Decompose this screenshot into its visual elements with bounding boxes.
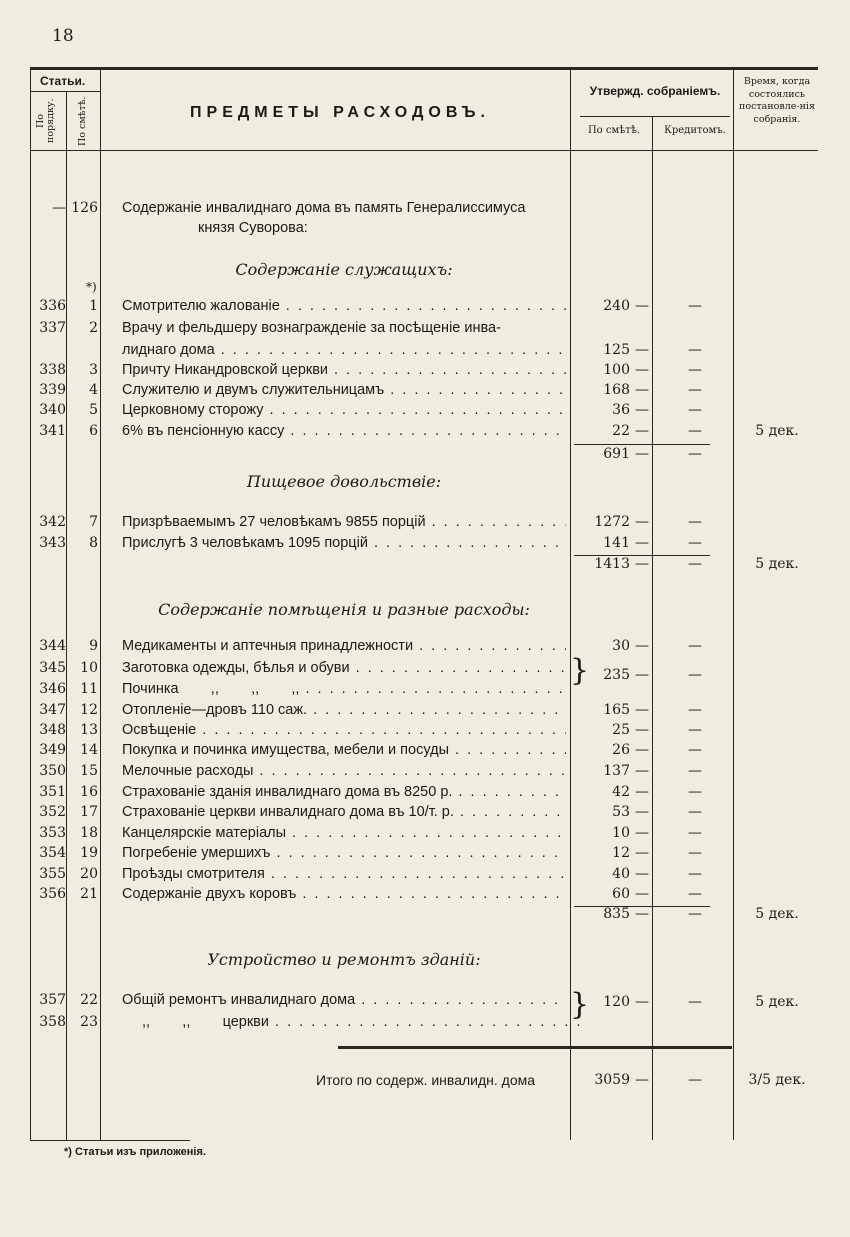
- row-num: 345: [39, 660, 66, 676]
- table-row: [0, 702, 850, 723]
- utv-rule: [580, 116, 730, 117]
- row-desc: Прислугѣ 3 человѣкамъ 1095 порцій . . .: [122, 535, 566, 551]
- row-amount: 100: [603, 362, 630, 378]
- row-desc: Страхованіе зданія инвалиднаго дома въ 8250 р. . . .: [122, 784, 566, 800]
- row-smeta-num: 17: [80, 804, 98, 820]
- table-row: [0, 845, 850, 866]
- row-credit: —: [688, 825, 702, 841]
- table-row: [0, 342, 850, 363]
- subtotal-row: [0, 556, 850, 577]
- table-row: [0, 514, 850, 535]
- row-credit: —: [688, 362, 702, 378]
- row-kopecks: —: [635, 298, 649, 314]
- top-rule: [30, 67, 818, 70]
- table-row: [0, 681, 850, 702]
- page-title: ПРЕДМЕТЫ РАСХОДОВЪ.: [190, 104, 490, 121]
- col-divider-3: [570, 70, 571, 1140]
- table-row: [0, 825, 850, 846]
- subtotal-credit: —: [688, 556, 702, 572]
- row-desc: Призрѣваемымъ 27 человѣкамъ 9855 порцій . . .: [122, 514, 566, 530]
- table-row: [0, 382, 850, 403]
- row-num: 342: [39, 514, 66, 530]
- table-row: [0, 866, 850, 887]
- row-kopecks: —: [635, 742, 649, 758]
- table-row: [0, 402, 850, 423]
- row-kopecks: —: [635, 402, 649, 418]
- row-smeta-num: 2: [89, 320, 98, 336]
- row-kopecks: —: [635, 638, 649, 654]
- table-row: [0, 660, 850, 681]
- header-utverzhd: Утвержд. собраніемъ.: [589, 84, 721, 98]
- row-num: 341: [39, 423, 66, 439]
- table-row: [0, 804, 850, 825]
- row-smeta-num: 16: [80, 784, 98, 800]
- table-row: [0, 320, 850, 341]
- row-credit: —: [688, 423, 702, 439]
- left-border: [30, 70, 31, 1140]
- row-smeta-num: 4: [89, 382, 98, 398]
- table-row: [0, 784, 850, 805]
- row-credit: —: [688, 845, 702, 861]
- row-smeta-num: 7: [89, 514, 98, 530]
- row-smeta-num: 14: [80, 742, 98, 758]
- row-num: 357: [39, 992, 66, 1008]
- row-num: 343: [39, 535, 66, 551]
- row-credit: —: [688, 667, 702, 683]
- row-kopecks: —: [635, 784, 649, 800]
- row-smeta-num: 9: [89, 638, 98, 654]
- row-amount: 42: [612, 784, 630, 800]
- row-kopecks: —: [635, 514, 649, 530]
- total-amount: 3059: [594, 1072, 630, 1088]
- table-row: [0, 638, 850, 659]
- total-row: [0, 1072, 850, 1093]
- row-credit: —: [688, 298, 702, 314]
- row-kopecks: —: [635, 342, 649, 358]
- row-amount: 60: [612, 886, 630, 902]
- brace: }: [570, 987, 590, 1022]
- row-desc: Страхованіе церкви инвалиднаго дома въ 10/т. р. . . .: [122, 804, 566, 820]
- row-kopecks: —: [635, 845, 649, 861]
- table-row: [0, 423, 850, 444]
- row-desc: Содержаніе двухъ коровъ . . .: [122, 886, 566, 902]
- row-kopecks: —: [635, 702, 649, 718]
- row-smeta-num: 3: [89, 362, 98, 378]
- row-desc: Погребеніе умершихъ . . .: [122, 845, 566, 861]
- header-po-smete: По смѣтѣ.: [77, 96, 88, 146]
- row-amount: 235: [603, 667, 630, 683]
- footnote-rule: [30, 1140, 190, 1141]
- row-kopecks: —: [635, 763, 649, 779]
- row-smeta-num: 5: [89, 402, 98, 418]
- subtotal-kopecks: —: [635, 906, 649, 922]
- row-num: 355: [39, 866, 66, 882]
- row-kopecks: —: [635, 825, 649, 841]
- row-time: 5 дек.: [755, 423, 799, 439]
- row-num: 340: [39, 402, 66, 418]
- row-num: 348: [39, 722, 66, 738]
- row-amount: 10: [612, 825, 630, 841]
- row-amount: 120: [603, 994, 630, 1010]
- intro-line2: князя Суворова:: [198, 220, 308, 236]
- asterisk-mark: *): [86, 280, 97, 294]
- subtotal-amount: 835: [603, 906, 630, 922]
- row-desc: Причту Никандровской церкви . . .: [122, 362, 566, 378]
- subtotal-time: 5 дек.: [755, 906, 799, 922]
- subtotal-row: [0, 906, 850, 927]
- row-smeta-num: 1: [89, 298, 98, 314]
- row-desc: Заготовка одежды, бѣлья и обуви . . .: [122, 660, 566, 676]
- row-amount: 168: [603, 382, 630, 398]
- subtotal-amount: 691: [603, 446, 630, 462]
- row-credit: —: [688, 382, 702, 398]
- header-po-poryadku: По порядку.: [35, 98, 56, 144]
- section-premises: Содержаніе помѣщенія и разные расходы:: [158, 600, 530, 619]
- row-num: 353: [39, 825, 66, 841]
- table-row: [0, 722, 850, 743]
- row-amount: 141: [603, 535, 630, 551]
- row-desc: Отопленіе—дровъ 110 саж. . . .: [122, 702, 566, 718]
- stati-rule: [30, 91, 100, 92]
- row-num: 349: [39, 742, 66, 758]
- total-time: 3/5 дек.: [748, 1072, 806, 1088]
- row-kopecks: —: [635, 362, 649, 378]
- row-smeta-num: 20: [80, 866, 98, 882]
- header-rule: [30, 150, 818, 151]
- row-smeta-num: 19: [80, 845, 98, 861]
- row-kopecks: —: [635, 382, 649, 398]
- row-credit: —: [688, 702, 702, 718]
- total-label: Итого по содерж. инвалидн. дома: [316, 1072, 536, 1088]
- subtotal-rule: [574, 444, 710, 445]
- row-smeta-num: 18: [80, 825, 98, 841]
- table-row: [0, 1014, 850, 1035]
- row-num: 337: [39, 320, 66, 336]
- row-desc: Мелочные расходы . . .: [122, 763, 566, 779]
- intro-num1: —: [52, 200, 66, 216]
- row-credit: —: [688, 763, 702, 779]
- row-amount: 12: [612, 845, 630, 861]
- total-rule: [338, 1046, 732, 1049]
- row-smeta-num: 13: [80, 722, 98, 738]
- intro-row: [0, 200, 850, 221]
- row-amount: 1272: [594, 514, 630, 530]
- intro-line1: Содержаніе инвалиднаго дома въ память Генералиссимуса: [122, 200, 526, 216]
- row-credit: —: [688, 742, 702, 758]
- row-num: 358: [39, 1014, 66, 1030]
- row-num: 339: [39, 382, 66, 398]
- row-amount: 36: [612, 402, 630, 418]
- row-amount: 22: [612, 423, 630, 439]
- row-num: 350: [39, 763, 66, 779]
- col-divider-1: [66, 92, 67, 1140]
- section-repair: Устройство и ремонтъ зданій:: [207, 950, 481, 969]
- footnote: *) Статьи изъ приложенія.: [64, 1146, 206, 1158]
- row-time: 5 дек.: [755, 994, 799, 1010]
- subtotal-kopecks: —: [635, 556, 649, 572]
- row-desc: Починка ,, ,, ,, . . .: [122, 681, 566, 697]
- row-credit: —: [688, 804, 702, 820]
- row-num: 351: [39, 784, 66, 800]
- section-food: Пищевое довольствіе:: [246, 472, 442, 491]
- row-smeta-num: 11: [80, 681, 98, 697]
- col-divider-4: [652, 116, 653, 1140]
- brace: }: [570, 653, 590, 688]
- row-smeta-num: 23: [80, 1014, 98, 1030]
- row-desc: лиднаго дома . . .: [122, 342, 566, 358]
- row-amount: 25: [612, 722, 630, 738]
- row-kopecks: —: [635, 804, 649, 820]
- row-kopecks: —: [635, 866, 649, 882]
- row-amount: 240: [603, 298, 630, 314]
- row-desc: Врачу и фельдшеру вознагражденіе за посѣщеніе инва-: [122, 320, 501, 336]
- row-amount: 53: [612, 804, 630, 820]
- row-smeta-num: 15: [80, 763, 98, 779]
- table-row: [0, 535, 850, 556]
- row-smeta-num: 8: [89, 535, 98, 551]
- row-credit: —: [688, 638, 702, 654]
- table-row: [0, 298, 850, 319]
- row-kopecks: —: [635, 722, 649, 738]
- col-divider-5: [733, 70, 734, 1140]
- row-desc: Служителю и двумъ служительницамъ . . .: [122, 382, 566, 398]
- row-num: 336: [39, 298, 66, 314]
- row-desc: Проѣзды смотрителя . . .: [122, 866, 566, 882]
- row-num: 344: [39, 638, 66, 654]
- subtotal-row: [0, 446, 850, 467]
- row-kopecks: —: [635, 667, 649, 683]
- row-desc: Освѣщеніе . . .: [122, 722, 566, 738]
- page-number: 18: [52, 26, 74, 46]
- row-num: 338: [39, 362, 66, 378]
- header-po-smete-col: По смѣтѣ.: [587, 125, 641, 136]
- subtotal-credit: —: [688, 446, 702, 462]
- row-credit: —: [688, 722, 702, 738]
- row-amount: 30: [612, 638, 630, 654]
- row-credit: —: [688, 514, 702, 530]
- row-amount: 165: [603, 702, 630, 718]
- table-row: [0, 742, 850, 763]
- row-smeta-num: 10: [80, 660, 98, 676]
- header-time: Время, когда состоялись постановле-нія собранія.: [739, 76, 815, 125]
- subtotal-kopecks: —: [635, 446, 649, 462]
- row-desc: Покупка и починка имущества, мебели и посуды . . .: [122, 742, 566, 758]
- row-num: 346: [39, 681, 66, 697]
- row-kopecks: —: [635, 423, 649, 439]
- row-credit: —: [688, 866, 702, 882]
- row-smeta-num: 6: [89, 423, 98, 439]
- section-staff: Содержаніе служащихъ:: [235, 260, 453, 279]
- row-amount: 125: [603, 342, 630, 358]
- header-kreditom: Кредитомъ.: [664, 125, 726, 136]
- row-kopecks: —: [635, 886, 649, 902]
- row-desc: Общій ремонтъ инвалиднаго дома . . .: [122, 992, 566, 1008]
- row-num: 356: [39, 886, 66, 902]
- table-row: [0, 763, 850, 784]
- row-credit: —: [688, 994, 702, 1010]
- row-credit: —: [688, 886, 702, 902]
- row-credit: —: [688, 535, 702, 551]
- row-desc: ,, ,, церкви . . .: [122, 1014, 586, 1030]
- row-kopecks: —: [635, 535, 649, 551]
- col-divider-2: [100, 70, 101, 1140]
- row-credit: —: [688, 784, 702, 800]
- row-desc: Канцелярскіе матеріалы . . .: [122, 825, 566, 841]
- row-smeta-num: 12: [80, 702, 98, 718]
- subtotal-time: 5 дек.: [755, 556, 799, 572]
- subtotal-credit: —: [688, 906, 702, 922]
- row-smeta-num: 21: [80, 886, 98, 902]
- row-num: 347: [39, 702, 66, 718]
- table-row: [0, 992, 850, 1013]
- row-smeta-num: 22: [80, 992, 98, 1008]
- subtotal-amount: 1413: [594, 556, 630, 572]
- row-num: 354: [39, 845, 66, 861]
- row-kopecks: —: [635, 994, 649, 1010]
- intro-num2: 126: [71, 200, 98, 216]
- row-desc: 6% въ пенсіонную кассу . . .: [122, 423, 566, 439]
- row-desc: Смотрителю жалованіе . . .: [122, 298, 566, 314]
- total-kopecks: —: [635, 1072, 649, 1088]
- row-amount: 40: [612, 866, 630, 882]
- row-num: 352: [39, 804, 66, 820]
- row-credit: —: [688, 342, 702, 358]
- row-desc: Медикаменты и аптечныя принадлежности . . .: [122, 638, 566, 654]
- row-amount: 26: [612, 742, 630, 758]
- row-desc: Церковному сторожу . . .: [122, 402, 566, 418]
- total-credit: —: [688, 1072, 702, 1088]
- row-credit: —: [688, 402, 702, 418]
- table-row: [0, 886, 850, 907]
- table-row: [0, 362, 850, 383]
- header-stati: Статьи.: [40, 74, 86, 88]
- row-amount: 137: [603, 763, 630, 779]
